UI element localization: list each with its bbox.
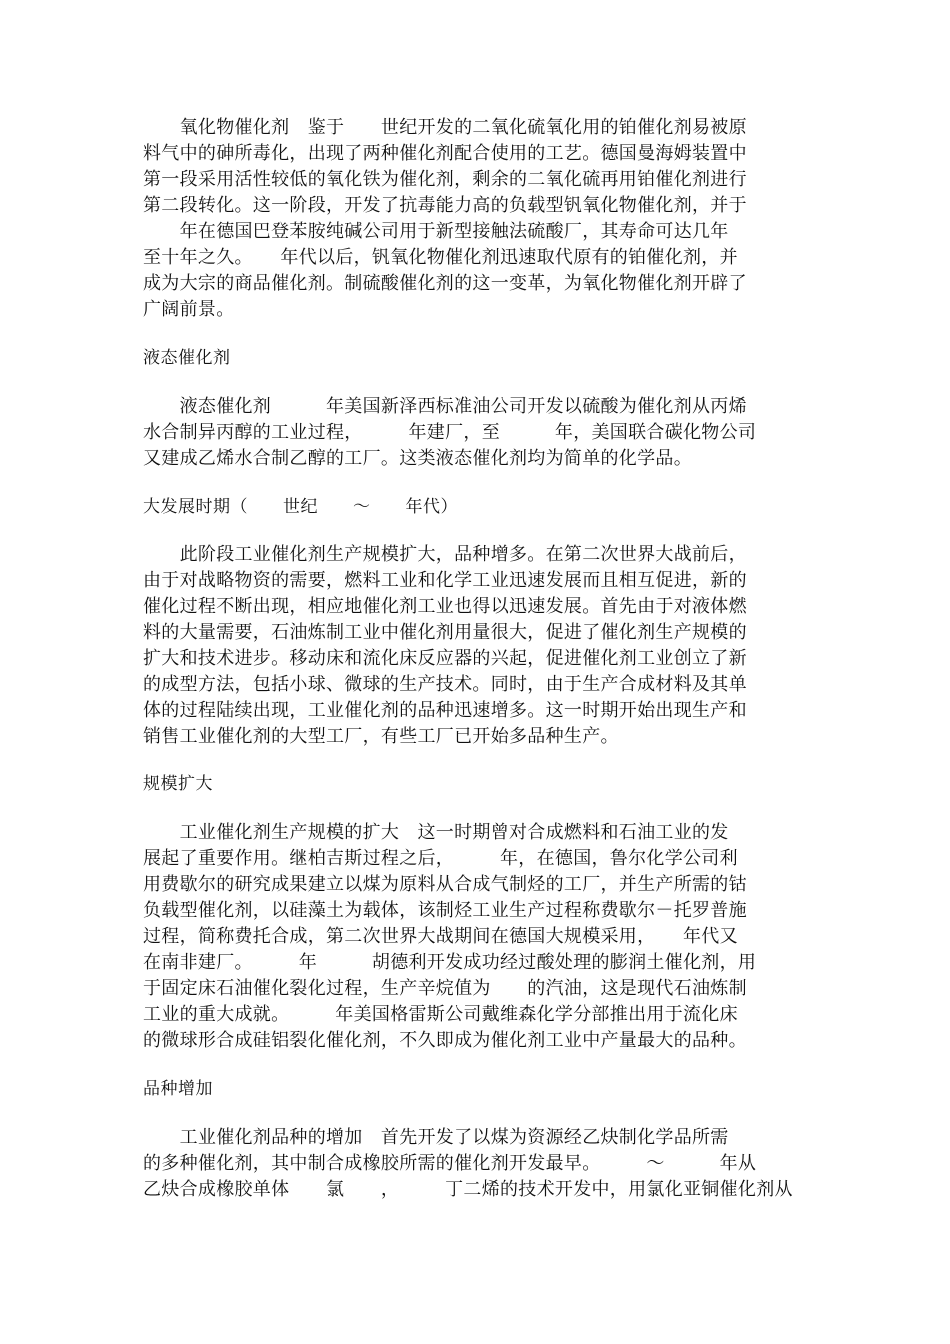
text-line: 氧化物催化剂 鉴于 世纪开发的二氧化硫氧化用的铂催化剂易被原 bbox=[143, 117, 747, 138]
text-line: 液态催化剂 年美国新泽西标准油公司开发以硫酸为催化剂从丙烯 bbox=[143, 396, 747, 417]
text-line: 扩大和技术进步。移动床和流化床反应器的兴起，促进催化剂工业创立了新 bbox=[143, 648, 747, 669]
section-heading-liquid-catalyst: 液态催化剂 bbox=[143, 348, 231, 368]
text-line: 第二段转化。这一阶段，开发了抗毒能力高的负载型钒氧化物催化剂，并于 bbox=[143, 195, 747, 216]
text-line: 的成型方法，包括小球、微球的生产技术。同时，由于生产合成材料及其单 bbox=[143, 674, 747, 695]
text-line: 料的大量需要，石油炼制工业中催化剂用量很大，促进了催化剂生产规模的 bbox=[143, 622, 747, 643]
text-line: 过程，简称费托合成，第二次世界大战期间在德国大规模采用， 年代又 bbox=[143, 926, 738, 947]
text-line: 的微球形合成硅铝裂化催化剂，不久即成为催化剂工业中产量最大的品种。 bbox=[143, 1030, 747, 1051]
text-line: 展起了重要作用。继柏吉斯过程之后， 年，在德国，鲁尔化学公司利 bbox=[143, 848, 738, 869]
text-line: 乙炔合成橡胶单体 氯 ， 丁二烯的技术开发中，用氯化亚铜催化剂从 bbox=[143, 1179, 793, 1200]
text-line: 用费歇尔的研究成果建立以煤为原料从合成气制烃的工厂，并生产所需的钴 bbox=[143, 874, 747, 895]
text-line: 水合制异丙醇的工业过程， 年建厂，至 年，美国联合碳化物公司 bbox=[143, 422, 757, 443]
text-line: 料气中的砷所毒化，出现了两种催化剂配合使用的工艺。德国曼海姆装置中 bbox=[143, 143, 747, 164]
text-line: 又建成乙烯水合制乙醇的工厂。这类液态催化剂均为简单的化学品。 bbox=[143, 448, 692, 469]
text-line: 在南非建厂。 年 胡德利开发成功经过酸处理的膨润土催化剂，用 bbox=[143, 952, 757, 973]
text-line: 负载型催化剂，以硅藻土为载体，该制烃工业生产过程称费歇尔－托罗普施 bbox=[143, 900, 747, 921]
text-line: 销售工业催化剂的大型工厂，有些工厂已开始多品种生产。 bbox=[143, 726, 619, 747]
text-line: 第一段采用活性较低的氧化铁为催化剂，剩余的二氧化硫再用铂催化剂进行 bbox=[143, 169, 747, 190]
text-line: 广阔前景。 bbox=[143, 299, 235, 320]
text-line: 工业催化剂品种的增加 首先开发了以煤为资源经乙炔制化学品所需 bbox=[143, 1127, 729, 1148]
text-line: 成为大宗的商品催化剂。制硫酸催化剂的这一变革，为氧化物催化剂开辟了 bbox=[143, 273, 747, 294]
text-line: 至十年之久。 年代以后，钒氧化物催化剂迅速取代原有的铂催化剂，并 bbox=[143, 247, 738, 268]
text-line: 年在德国巴登苯胺纯碱公司用于新型接触法硫酸厂，其寿命可达几年 bbox=[143, 221, 729, 242]
text-line: 催化过程不断出现，相应地催化剂工业也得以迅速发展。首先由于对液体燃 bbox=[143, 596, 747, 617]
text-line: 此阶段工业催化剂生产规模扩大，品种增多。在第二次世界大战前后， bbox=[143, 544, 747, 565]
text-line: 的多种催化剂，其中制合成橡胶所需的催化剂开发最早。 ～ 年从 bbox=[143, 1153, 757, 1174]
text-line: 于固定床石油催化裂化过程，生产辛烷值为 的汽油，这是现代石油炼制 bbox=[143, 978, 747, 999]
text-line: 由于对战略物资的需要，燃料工业和化学工业迅速发展而且相互促进，新的 bbox=[143, 570, 747, 591]
text-line: 工业催化剂生产规模的扩大 这一时期曾对合成燃料和石油工业的发 bbox=[143, 822, 729, 843]
section-heading-scale-expansion: 规模扩大 bbox=[143, 774, 213, 794]
section-heading-variety-increase: 品种增加 bbox=[143, 1079, 213, 1099]
text-line: 体的过程陆续出现，工业催化剂的品种迅速增多。这一时期开始出现生产和 bbox=[143, 700, 747, 721]
section-heading-expansion-period: 大发展时期（ 世纪 ～ 年代） bbox=[143, 497, 458, 517]
text-line: 工业的重大成就。 年美国格雷斯公司戴维森化学分部推出用于流化床 bbox=[143, 1004, 738, 1025]
